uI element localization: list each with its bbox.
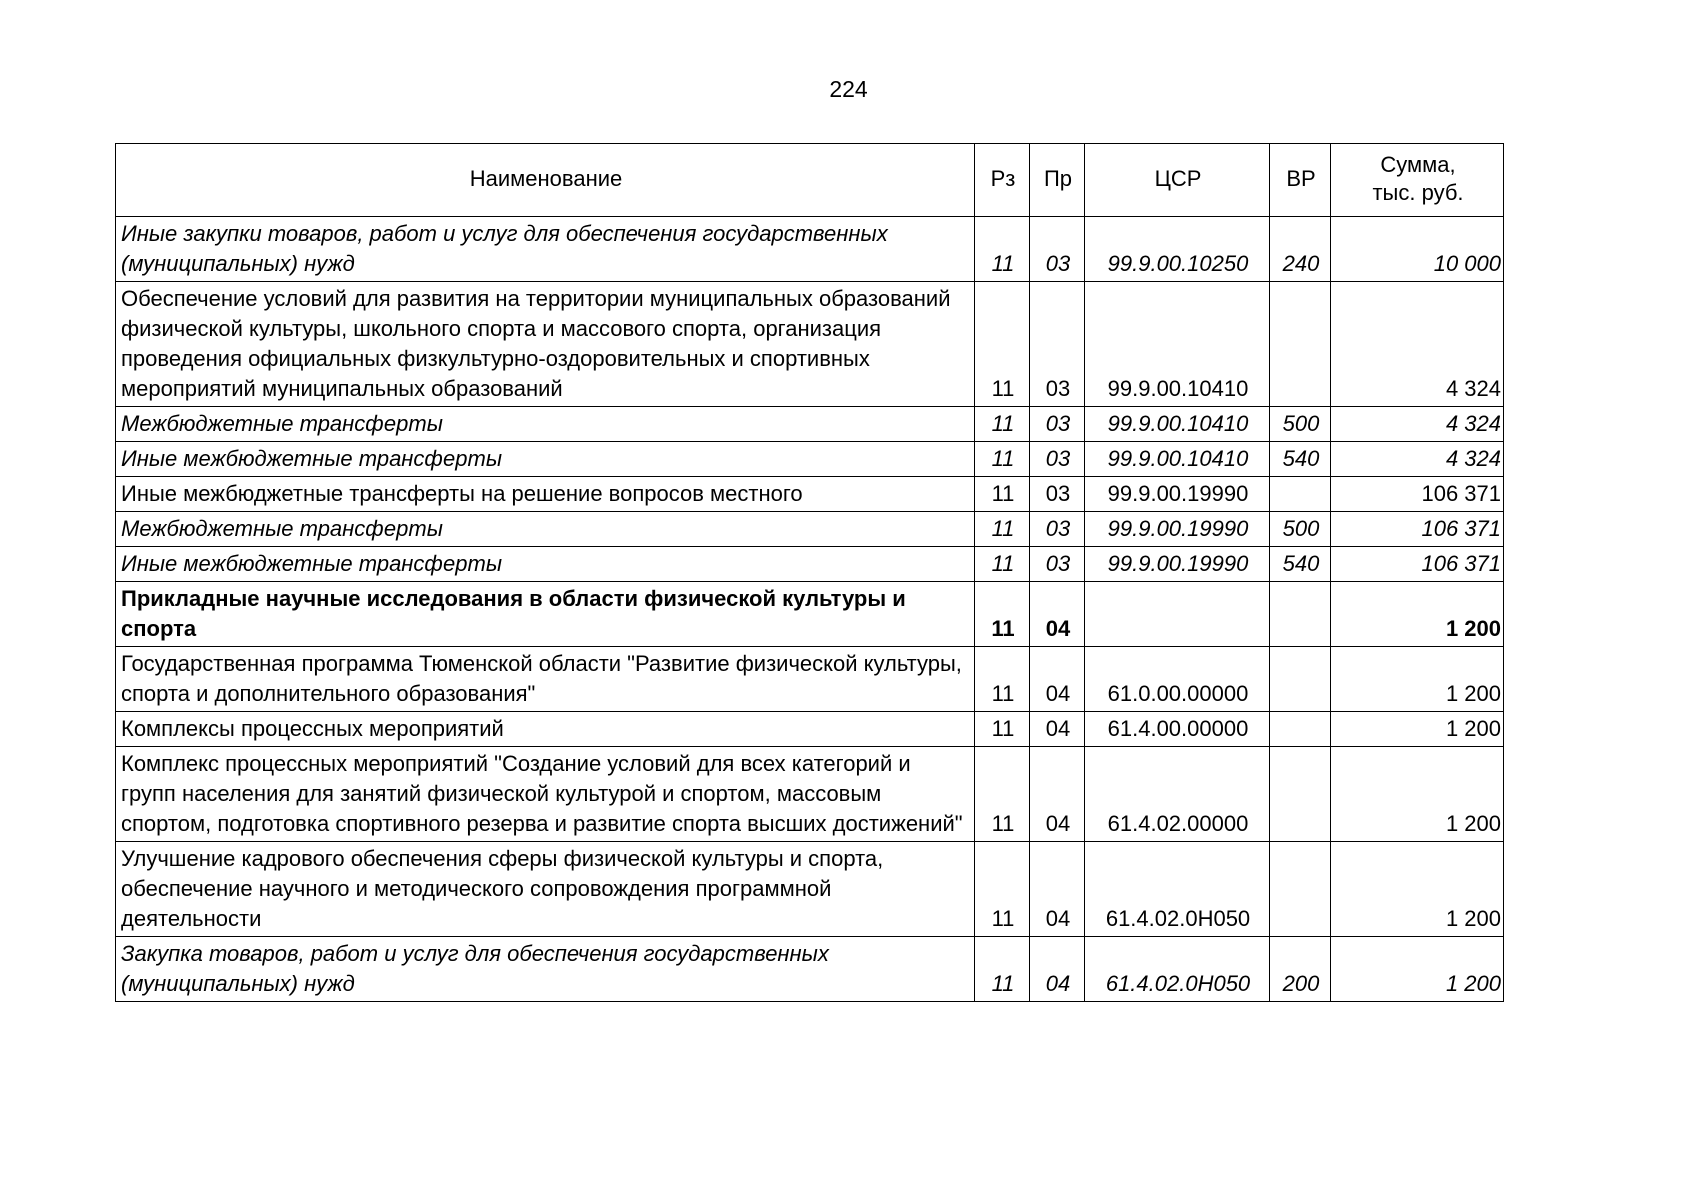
cell-name: Комплексы процессных мероприятий [116, 712, 975, 747]
cell-vr: 540 [1270, 547, 1331, 582]
table-row [116, 407, 1504, 442]
table-body [116, 217, 1504, 1002]
cell-sum: 4 324 [1331, 442, 1504, 477]
cell-vr: 240 [1270, 217, 1331, 282]
cell-name: Иные межбюджетные трансферты [116, 547, 975, 582]
cell-sum: 1 200 [1331, 747, 1504, 842]
cell-rz: 11 [975, 442, 1030, 477]
cell-csr: 99.9.00.10410 [1085, 407, 1270, 442]
cell-name: Комплекс процессных мероприятий "Создание условий для всех категорий и групп населения для занятий физической культурой и спортом, массовым спортом, подготовка спортивного резерва и развитие спорта высших достижений" [116, 747, 975, 842]
cell-name: Межбюджетные трансферты [116, 512, 975, 547]
page-number: 224 [829, 76, 868, 102]
table-row [116, 282, 1504, 407]
cell-csr: 61.4.02.00000 [1085, 747, 1270, 842]
header-sum-line1: Сумма, [1380, 152, 1456, 177]
table-header-row [116, 144, 1504, 217]
cell-rz: 11 [975, 477, 1030, 512]
cell-sum: 4 324 [1331, 282, 1504, 407]
cell-vr [1270, 842, 1331, 937]
cell-sum: 1 200 [1331, 842, 1504, 937]
cell-pr: 04 [1030, 582, 1085, 647]
cell-sum: 1 200 [1331, 712, 1504, 747]
cell-name: Прикладные научные исследования в области физической культуры и спорта [116, 582, 975, 647]
cell-sum: 1 200 [1331, 647, 1504, 712]
cell-csr: 61.0.00.00000 [1085, 647, 1270, 712]
cell-pr: 04 [1030, 747, 1085, 842]
cell-sum: 1 200 [1331, 937, 1504, 1002]
table-row [116, 547, 1504, 582]
cell-pr: 03 [1030, 217, 1085, 282]
cell-pr: 04 [1030, 842, 1085, 937]
cell-name: Межбюджетные трансферты [116, 407, 975, 442]
cell-pr: 04 [1030, 937, 1085, 1002]
cell-csr: 61.4.00.00000 [1085, 712, 1270, 747]
cell-vr: 540 [1270, 442, 1331, 477]
cell-vr [1270, 747, 1331, 842]
cell-name: Улучшение кадрового обеспечения сферы физической культуры и спорта, обеспечение научного и методического сопровождения программной деятельности [116, 842, 975, 937]
cell-pr: 03 [1030, 512, 1085, 547]
cell-vr [1270, 582, 1331, 647]
cell-name: Иные закупки товаров, работ и услуг для обеспечения государственных (муниципальных) нужд [116, 217, 975, 282]
cell-sum: 1 200 [1331, 582, 1504, 647]
cell-pr: 03 [1030, 407, 1085, 442]
cell-pr: 04 [1030, 647, 1085, 712]
cell-name: Закупка товаров, работ и услуг для обеспечения государственных (муниципальных) нужд [116, 937, 975, 1002]
cell-vr [1270, 647, 1331, 712]
header-csr: ЦСР [1085, 144, 1270, 217]
cell-csr [1085, 582, 1270, 647]
cell-csr: 99.9.00.19990 [1085, 477, 1270, 512]
header-rz: Рз [975, 144, 1030, 217]
cell-csr: 61.4.02.0Н050 [1085, 937, 1270, 1002]
table-row [116, 647, 1504, 712]
header-sum-line2: тыс. руб. [1372, 180, 1464, 205]
cell-pr: 03 [1030, 282, 1085, 407]
cell-csr: 99.9.00.19990 [1085, 547, 1270, 582]
header-pr: Пр [1030, 144, 1085, 217]
cell-vr [1270, 282, 1331, 407]
table-row [116, 582, 1504, 647]
table-row [116, 442, 1504, 477]
cell-vr: 500 [1270, 407, 1331, 442]
cell-name: Иные межбюджетные трансферты [116, 442, 975, 477]
cell-sum: 106 371 [1331, 512, 1504, 547]
cell-pr: 03 [1030, 442, 1085, 477]
cell-rz: 11 [975, 647, 1030, 712]
table-row [116, 477, 1504, 512]
cell-sum: 106 371 [1331, 477, 1504, 512]
cell-csr: 99.9.00.10410 [1085, 282, 1270, 407]
cell-rz: 11 [975, 712, 1030, 747]
cell-name: Государственная программа Тюменской области "Развитие физической культуры, спорта и дополнительного образования" [116, 647, 975, 712]
cell-pr: 04 [1030, 712, 1085, 747]
table-row [116, 712, 1504, 747]
cell-csr: 99.9.00.10410 [1085, 442, 1270, 477]
cell-vr [1270, 477, 1331, 512]
cell-name: Обеспечение условий для развития на территории муниципальных образований физической культуры, школьного спорта и массового спорта, организация проведения официальных физкультурно-оздоровительных и спортивных мероприятий муниципальных образований [116, 282, 975, 407]
cell-rz: 11 [975, 747, 1030, 842]
cell-sum: 10 000 [1331, 217, 1504, 282]
cell-rz: 11 [975, 937, 1030, 1002]
cell-sum: 4 324 [1331, 407, 1504, 442]
cell-csr: 61.4.02.0Н050 [1085, 842, 1270, 937]
cell-name: Иные межбюджетные трансферты на решение вопросов местного [116, 477, 975, 512]
table-row [116, 747, 1504, 842]
cell-rz: 11 [975, 547, 1030, 582]
cell-sum: 106 371 [1331, 547, 1504, 582]
cell-vr: 200 [1270, 937, 1331, 1002]
cell-rz: 11 [975, 407, 1030, 442]
cell-rz: 11 [975, 512, 1030, 547]
cell-rz: 11 [975, 842, 1030, 937]
cell-rz: 11 [975, 282, 1030, 407]
header-name: Наименование [116, 144, 975, 217]
table-row [116, 937, 1504, 1002]
cell-pr: 03 [1030, 477, 1085, 512]
cell-vr: 500 [1270, 512, 1331, 547]
cell-pr: 03 [1030, 547, 1085, 582]
table-row [116, 842, 1504, 937]
table-row [116, 217, 1504, 282]
header-sum [1331, 144, 1504, 217]
cell-rz: 11 [975, 582, 1030, 647]
cell-vr [1270, 712, 1331, 747]
cell-rz: 11 [975, 217, 1030, 282]
header-vr: ВР [1270, 144, 1331, 217]
cell-csr: 99.9.00.19990 [1085, 512, 1270, 547]
cell-csr: 99.9.00.10250 [1085, 217, 1270, 282]
table-row [116, 512, 1504, 547]
budget-table [115, 143, 1504, 1002]
